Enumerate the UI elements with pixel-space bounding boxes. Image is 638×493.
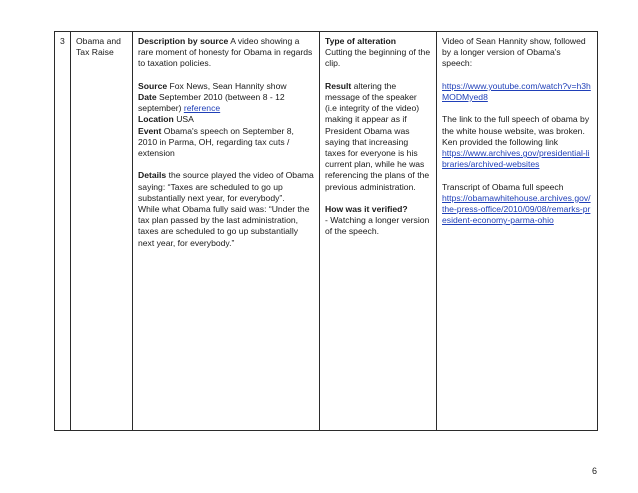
location-text: USA	[176, 114, 194, 125]
result-paragraph	[325, 81, 431, 193]
evidence-note: The link to the full speech of obama by the white house website, was broken. Ken provided the following link	[442, 114, 590, 147]
description-label: Description by source	[138, 36, 229, 46]
archives-link[interactable]: https://www.archives.gov/presidential-libraries/archived-websites	[442, 148, 590, 170]
event-line	[138, 126, 314, 160]
date-text: September 2010 (between 8 - 12 september)	[138, 92, 285, 114]
reference-link[interactable]: reference	[183, 103, 221, 114]
event-text: Obama's speech on September 8, 2010 in Parma, OH, regarding tax cuts / extension	[138, 125, 294, 159]
row-title: Obama and Tax Raise	[76, 36, 121, 58]
description-cell	[133, 32, 320, 431]
transcript-label: Transcript of Obama full speech	[442, 181, 564, 192]
result-label: Result	[325, 80, 352, 91]
row-title-cell	[71, 32, 133, 431]
alteration-type-label: Type of alteration	[325, 36, 396, 46]
details-paragraph	[138, 170, 314, 204]
location-label: Location	[138, 114, 174, 125]
description-text: A video showing a rare moment of honesty for Obama in regards to taxation policies.	[138, 36, 313, 69]
result-text: altering the message of the speaker (i.e integrity of the video) making it appear as if President Obama was saying that increasing taxes for everyone is his current plan, while he was referencing the plans of the previous administration.	[325, 80, 430, 192]
details-label: Details	[138, 170, 167, 181]
date-line	[138, 92, 314, 114]
evidence-intro: Video of Sean Hannity show, followed by a longer version of Obama's speech:	[442, 36, 586, 69]
fact-check-table	[54, 31, 598, 431]
verified-label: How was it verified?	[325, 204, 408, 215]
page-number: 6	[591, 466, 597, 476]
event-label: Event	[138, 125, 162, 136]
evidence-cell	[437, 32, 598, 431]
verified-text: - Watching a longer version of the speech.	[325, 215, 430, 237]
row-number: 3	[60, 36, 65, 46]
source-line	[138, 81, 314, 92]
transcript-link[interactable]: https://obamawhitehouse.archives.gov/the-press-office/2010/09/08/remarks-president-economy-parma-ohio	[442, 192, 591, 226]
details-text: the source played the video of Obama saying: “Taxes are scheduled to go up substantially next year, for everybody”.	[138, 170, 314, 203]
row-number-cell	[55, 32, 71, 431]
youtube-link[interactable]: https://www.youtube.com/watch?v=h3hMODMyed8	[442, 80, 591, 102]
details-full-quote: While what Obama fully said was: “Under the tax plan passed by the last administration, taxes are scheduled to go up substantially next year, for everybody.”	[138, 204, 310, 248]
source-label: Source	[138, 80, 168, 91]
table-row	[55, 32, 598, 431]
source-text: Fox News, Sean Hannity show	[169, 80, 287, 91]
description-paragraph	[138, 36, 314, 70]
date-label: Date	[138, 92, 157, 102]
location-line	[138, 114, 314, 125]
alteration-cell	[320, 32, 437, 431]
alteration-type-text: Cutting the beginning of the clip.	[325, 47, 431, 69]
